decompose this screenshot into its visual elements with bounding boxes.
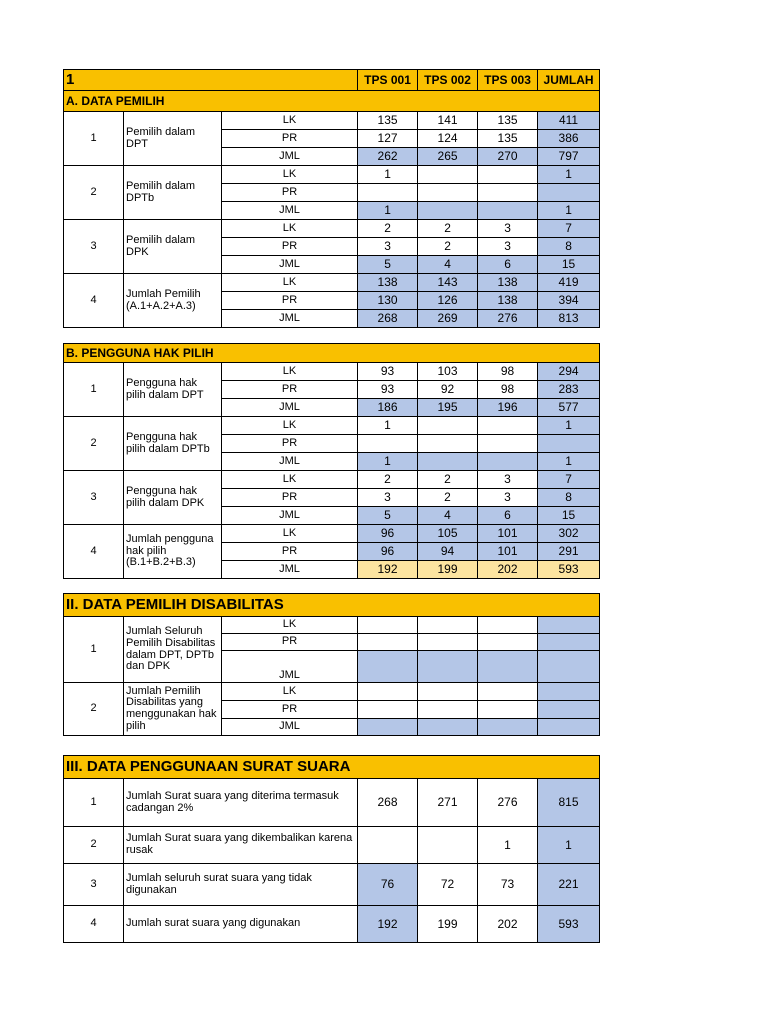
- cell: [478, 634, 538, 651]
- section-iii-row: [64, 756, 600, 779]
- cell: [478, 202, 538, 220]
- row-number: 4: [64, 274, 124, 328]
- cell: [478, 719, 538, 736]
- cell: 196: [478, 399, 538, 417]
- cell: 2: [418, 220, 478, 238]
- cell: [418, 827, 478, 864]
- cell: 101: [478, 525, 538, 543]
- cell: [418, 701, 478, 719]
- section-b-title: B. PENGGUNA HAK PILIH: [64, 344, 600, 363]
- row-label: Pemilih dalam DPTb: [124, 166, 222, 220]
- cell: [418, 453, 478, 471]
- cell: [418, 651, 478, 683]
- cell-total: 797: [538, 148, 600, 166]
- cell: [358, 617, 418, 634]
- section-ii-row: [64, 594, 600, 617]
- cell: [418, 683, 478, 701]
- table-row: [64, 779, 600, 827]
- cell: 1: [358, 202, 418, 220]
- header-title: 1: [64, 70, 358, 91]
- cell: 202: [478, 561, 538, 579]
- cell: 269: [418, 310, 478, 328]
- cell: [478, 701, 538, 719]
- cell: [418, 634, 478, 651]
- cell: 138: [478, 292, 538, 310]
- section-ii-title: II. DATA PEMILIH DISABILITAS: [64, 594, 600, 617]
- table-row: [64, 906, 600, 943]
- cell: 2: [358, 471, 418, 489]
- sub-label: PR: [222, 489, 358, 507]
- table-row: [64, 417, 600, 435]
- table-row: [64, 525, 600, 543]
- sub-label: JML: [222, 453, 358, 471]
- sub-label: PR: [222, 543, 358, 561]
- cell: 1: [358, 453, 418, 471]
- row-number: 3: [64, 471, 124, 525]
- row-label: Jumlah Surat suara yang dikembalikan karena rusak: [124, 827, 358, 864]
- cell-total: 1: [538, 417, 600, 435]
- cell-total: 283: [538, 381, 600, 399]
- cell: [358, 683, 418, 701]
- cell: 135: [358, 112, 418, 130]
- cell: [358, 827, 418, 864]
- cell: 3: [478, 489, 538, 507]
- section-a-row: [64, 91, 600, 112]
- cell: 4: [418, 507, 478, 525]
- header-jumlah: JUMLAH: [538, 70, 600, 91]
- cell: 3: [478, 220, 538, 238]
- cell: 270: [478, 148, 538, 166]
- row-label: Jumlah Seluruh Pemilih Disabilitas dalam DPT, DPTb dan DPK: [124, 617, 222, 683]
- cell-total: 291: [538, 543, 600, 561]
- cell: 3: [478, 471, 538, 489]
- sub-label: PR: [222, 130, 358, 148]
- row-number: 1: [64, 363, 124, 417]
- row-number: 4: [64, 906, 124, 943]
- row-number: 4: [64, 525, 124, 579]
- sub-label: JML: [222, 651, 358, 683]
- cell: 141: [418, 112, 478, 130]
- cell: 138: [358, 274, 418, 292]
- table-row: [64, 864, 600, 906]
- table-row: [64, 112, 600, 130]
- table-data-pemilih: [63, 69, 600, 328]
- cell-total: 411: [538, 112, 600, 130]
- row-label: Pengguna hak pilih dalam DPT: [124, 363, 222, 417]
- sub-label: JML: [222, 148, 358, 166]
- cell-total: [538, 683, 600, 701]
- cell: [418, 184, 478, 202]
- cell: 1: [478, 827, 538, 864]
- sub-label: JML: [222, 507, 358, 525]
- cell: [418, 617, 478, 634]
- cell: 3: [358, 238, 418, 256]
- cell: [358, 719, 418, 736]
- table-row: [64, 827, 600, 864]
- sub-label: JML: [222, 561, 358, 579]
- cell-total: 1: [538, 827, 600, 864]
- cell: 126: [418, 292, 478, 310]
- sub-label: LK: [222, 617, 358, 634]
- row-label: Jumlah Pemilih (A.1+A.2+A.3): [124, 274, 222, 328]
- cell: [418, 719, 478, 736]
- cell: 93: [358, 381, 418, 399]
- cell: 92: [418, 381, 478, 399]
- sub-label: LK: [222, 274, 358, 292]
- cell: 271: [418, 779, 478, 827]
- cell: 96: [358, 543, 418, 561]
- table-row: [64, 166, 600, 184]
- cell-total: 593: [538, 906, 600, 943]
- row-number: 1: [64, 617, 124, 683]
- cell-total: [538, 719, 600, 736]
- cell: [478, 184, 538, 202]
- cell: [478, 683, 538, 701]
- row-label: Jumlah surat suara yang digunakan: [124, 906, 358, 943]
- row-number: 2: [64, 417, 124, 471]
- cell: [478, 166, 538, 184]
- sub-label: LK: [222, 220, 358, 238]
- cell: 2: [358, 220, 418, 238]
- sub-label: PR: [222, 238, 358, 256]
- cell: 276: [478, 310, 538, 328]
- sub-label: PR: [222, 292, 358, 310]
- sub-label: PR: [222, 381, 358, 399]
- cell: 265: [418, 148, 478, 166]
- cell-total: 8: [538, 489, 600, 507]
- cell-total: 294: [538, 363, 600, 381]
- row-number: 1: [64, 779, 124, 827]
- table-surat-suara: [63, 755, 600, 943]
- cell: 2: [418, 489, 478, 507]
- row-number: 2: [64, 827, 124, 864]
- sub-label: LK: [222, 166, 358, 184]
- cell: 98: [478, 363, 538, 381]
- cell: 276: [478, 779, 538, 827]
- cell: [478, 651, 538, 683]
- sub-label: JML: [222, 256, 358, 274]
- table-row: [64, 274, 600, 292]
- cell: 195: [418, 399, 478, 417]
- row-number: 1: [64, 112, 124, 166]
- row-label: Jumlah seluruh surat suara yang tidak digunakan: [124, 864, 358, 906]
- cell: 93: [358, 363, 418, 381]
- row-number: 2: [64, 683, 124, 736]
- cell: 105: [418, 525, 478, 543]
- cell-total: [538, 435, 600, 453]
- cell: 135: [478, 112, 538, 130]
- cell: 135: [478, 130, 538, 148]
- row-label: Jumlah pengguna hak pilih (B.1+B.2+B.3): [124, 525, 222, 579]
- header-tps001: TPS 001: [358, 70, 418, 91]
- table-row: [64, 683, 600, 701]
- cell: 262: [358, 148, 418, 166]
- cell-total: [538, 701, 600, 719]
- cell: [418, 435, 478, 453]
- section-b-row: [64, 344, 600, 363]
- table-row: [64, 220, 600, 238]
- row-label: Pengguna hak pilih dalam DPTb: [124, 417, 222, 471]
- row-label: Pengguna hak pilih dalam DPK: [124, 471, 222, 525]
- cell-total: 394: [538, 292, 600, 310]
- header-tps003: TPS 003: [478, 70, 538, 91]
- cell: 76: [358, 864, 418, 906]
- cell-total: [538, 617, 600, 634]
- cell: [418, 166, 478, 184]
- section-iii-title: III. DATA PENGGUNAAN SURAT SUARA: [64, 756, 600, 779]
- cell-total: 419: [538, 274, 600, 292]
- cell: 268: [358, 310, 418, 328]
- row-number: 2: [64, 166, 124, 220]
- cell-total: [538, 651, 600, 683]
- cell: [478, 417, 538, 435]
- cell-total: 386: [538, 130, 600, 148]
- sub-label: PR: [222, 634, 358, 651]
- cell: 5: [358, 507, 418, 525]
- cell-total: 813: [538, 310, 600, 328]
- sub-label: PR: [222, 184, 358, 202]
- cell: 127: [358, 130, 418, 148]
- cell: 192: [358, 561, 418, 579]
- cell-total: [538, 184, 600, 202]
- cell-total: 1: [538, 202, 600, 220]
- cell: 192: [358, 906, 418, 943]
- cell: 96: [358, 525, 418, 543]
- cell: 98: [478, 381, 538, 399]
- row-number: 3: [64, 220, 124, 274]
- section-a-title: A. DATA PEMILIH: [64, 91, 600, 112]
- table-row: [64, 363, 600, 381]
- cell: 143: [418, 274, 478, 292]
- sub-label: PR: [222, 435, 358, 453]
- cell-total: 593: [538, 561, 600, 579]
- cell: [478, 617, 538, 634]
- cell: [418, 417, 478, 435]
- header-row: [64, 70, 600, 91]
- cell: 3: [478, 238, 538, 256]
- sub-label: LK: [222, 683, 358, 701]
- sub-label: LK: [222, 471, 358, 489]
- cell-total: 221: [538, 864, 600, 906]
- cell: 138: [478, 274, 538, 292]
- row-label: Jumlah Pemilih Disabilitas yang menggunakan hak pilih: [124, 683, 222, 736]
- cell: 94: [418, 543, 478, 561]
- cell: 6: [478, 256, 538, 274]
- row-number: 3: [64, 864, 124, 906]
- cell: 186: [358, 399, 418, 417]
- cell: 103: [418, 363, 478, 381]
- sub-label: LK: [222, 112, 358, 130]
- cell-total: 577: [538, 399, 600, 417]
- row-label: Pemilih dalam DPT: [124, 112, 222, 166]
- cell-total: 1: [538, 166, 600, 184]
- cell: [358, 651, 418, 683]
- cell-total: 302: [538, 525, 600, 543]
- cell: 268: [358, 779, 418, 827]
- sub-label: JML: [222, 399, 358, 417]
- cell: 2: [418, 471, 478, 489]
- row-label: Pemilih dalam DPK: [124, 220, 222, 274]
- cell: 101: [478, 543, 538, 561]
- cell: [358, 435, 418, 453]
- cell: 72: [418, 864, 478, 906]
- table-pemilih-disabilitas: [63, 593, 600, 736]
- cell: 202: [478, 906, 538, 943]
- cell-total: 7: [538, 471, 600, 489]
- sub-label: LK: [222, 525, 358, 543]
- sub-label: JML: [222, 310, 358, 328]
- table-row: [64, 471, 600, 489]
- cell-total: 8: [538, 238, 600, 256]
- table-pengguna-hak-pilih: [63, 343, 600, 579]
- sub-label: JML: [222, 719, 358, 736]
- header-tps002: TPS 002: [418, 70, 478, 91]
- cell: 130: [358, 292, 418, 310]
- cell: 2: [418, 238, 478, 256]
- sub-label: LK: [222, 417, 358, 435]
- cell-total: 15: [538, 256, 600, 274]
- sub-label: LK: [222, 363, 358, 381]
- cell: [478, 435, 538, 453]
- cell: 5: [358, 256, 418, 274]
- cell: 73: [478, 864, 538, 906]
- cell: [358, 184, 418, 202]
- sub-label: JML: [222, 202, 358, 220]
- cell: 3: [358, 489, 418, 507]
- cell: 1: [358, 166, 418, 184]
- sub-label: PR: [222, 701, 358, 719]
- cell: [358, 701, 418, 719]
- cell-total: 15: [538, 507, 600, 525]
- cell-total: 1: [538, 453, 600, 471]
- cell: 4: [418, 256, 478, 274]
- table-row: [64, 617, 600, 634]
- row-label: Jumlah Surat suara yang diterima termasuk cadangan 2%: [124, 779, 358, 827]
- cell-total: 7: [538, 220, 600, 238]
- cell: 6: [478, 507, 538, 525]
- cell-total: 815: [538, 779, 600, 827]
- cell: [418, 202, 478, 220]
- cell: 199: [418, 561, 478, 579]
- cell: [358, 634, 418, 651]
- cell: 1: [358, 417, 418, 435]
- cell: [478, 453, 538, 471]
- cell: 124: [418, 130, 478, 148]
- cell: 199: [418, 906, 478, 943]
- cell-total: [538, 634, 600, 651]
